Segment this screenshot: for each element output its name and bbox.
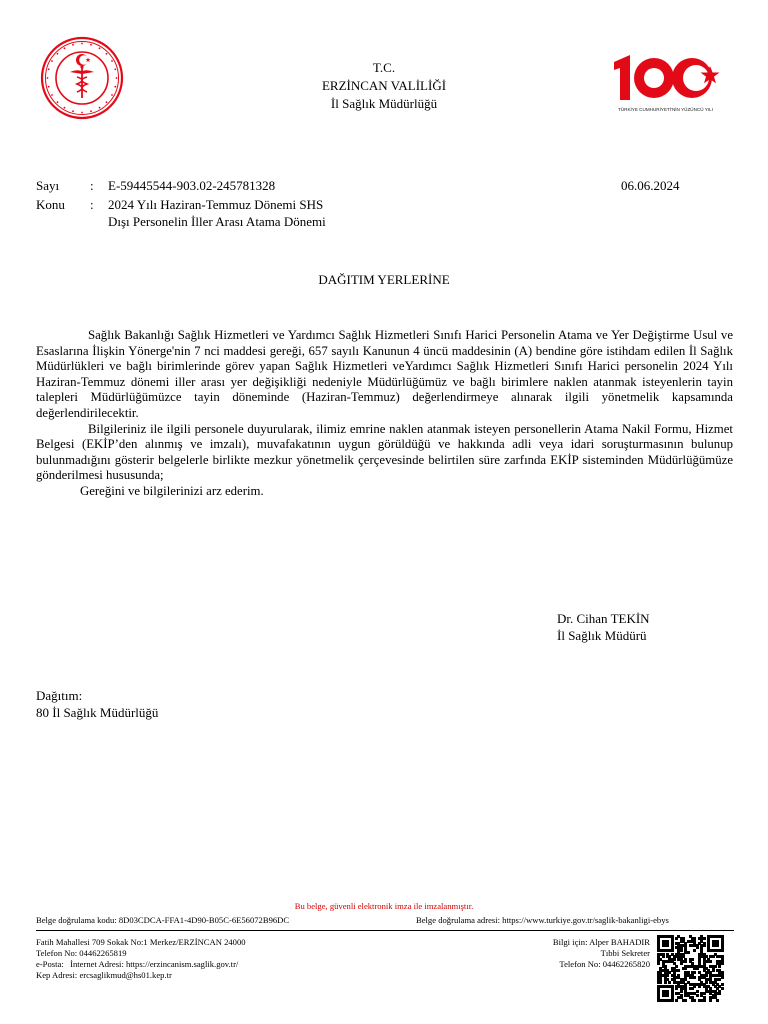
- verify-address: https://www.turkiye.gov.tr/saglik-bakanligi-ebys: [502, 915, 669, 925]
- qr-module: [684, 967, 687, 970]
- verify-code-line: [36, 915, 289, 926]
- body-paragraph-1: Sağlık Bakanlığı Sağlık Hizmetleri ve Yardımcı Sağlık Hizmetleri Sınıfı Harici Personelin Atama ve Yer Değiştirme Usul ve Esaslarına İlişkin Yönerge'nin 7 nci maddesi gereği, 657 sayılı Kanunun 4 üncü maddesinin (A) bendine göre istihdam edilen İl Sağlık Müdürlükleri ve bağlı birimlerinde görev yapan Sağlık Hizmetleri veYardımcı Sağlık Hizmetleri Sınıfı Harici personelin 2024 Yılı Haziran-Temmuz dönemi iller arası yer değişikliği nedeniyle Müdürlüğümüz ve bağlı birimlere naklen atanmak isteyenlerin tayin talepleri Müdürlüğümüzce tayin döneminde (Haziran-Temmuz) değerlendirmeye alınarak ilgili yönetmelik kapsamında değerlendirilecektir.: [36, 328, 733, 420]
- qr-module: [721, 949, 724, 952]
- sayi-label: Sayı: [36, 178, 60, 193]
- signatory-name: Dr. Cihan TEKİN: [557, 611, 650, 626]
- qr-module: [698, 985, 701, 988]
- document-date: 06.06.2024: [621, 178, 680, 193]
- qr-module: [696, 994, 699, 997]
- qr-module: [718, 992, 721, 995]
- centennial-100-logo-icon: [610, 52, 730, 118]
- signatory-title: İl Sağlık Müdürü: [557, 628, 647, 643]
- distribution-item: 80 İl Sağlık Müdürlüğü: [36, 705, 159, 720]
- body-paragraph-2: Bilgileriniz ile ilgili personele duyurularak, ilimiz emrine naklen atanmak isteyen personellerin Atama Nakil Formu, Hizmet Belgesi (EKİP’den alınmış ve imzalı), muvafakatının uygun görüldüğü ve hakkında adli veya idari soruşturmasının bulunup bulunmadığını gösterir belgelerle birlikte mezkur yönetmelik çerçevesinde belirtilen süre zarfında EKİP sisteminden Müdürlüğümüze gönderilmesi hususunda;: [36, 421, 733, 483]
- qr-module: [664, 981, 667, 984]
- qr-module: [675, 937, 678, 940]
- header-tc: T.C.: [372, 60, 396, 75]
- konu-line1: 2024 Yılı Haziran-Temmuz Dönemi SHS: [108, 197, 324, 212]
- footer-address: Fatih Mahallesi 709 Sokak No:1 Merkez/ERZİNCAN 24000: [36, 937, 246, 947]
- distribution-label: Dağıtım:: [36, 688, 83, 703]
- qr-module: [709, 960, 712, 963]
- qr-module: [677, 969, 680, 972]
- qr-module: [684, 999, 687, 1002]
- konu-line2: Dışı Personelin İller Arası Atama Dönemi: [108, 214, 326, 229]
- qr-module: [657, 962, 660, 965]
- verify-address-line: [416, 915, 669, 926]
- qr-module: [659, 981, 662, 984]
- footer-contact-line: [36, 959, 238, 970]
- verify-code-label: Belge doğrulama kodu:: [36, 915, 117, 925]
- recipient-heading: DAĞITIM YERLERİNE: [318, 272, 450, 287]
- qr-module: [709, 999, 712, 1002]
- konu-colon: :: [90, 197, 94, 212]
- qr-module: [718, 965, 721, 968]
- info-title: Tıbbi Sekreter: [600, 948, 650, 958]
- footer-phone: Telefon No: 04462265819: [36, 948, 127, 958]
- body-paragraph-3: Gereğini ve bilgilerinizi arz ederim.: [80, 483, 264, 498]
- qr-module: [693, 976, 696, 979]
- centennial-caption: TÜRKİYE CUMHURİYETİ'NİN YÜZÜNCÜ YILI: [618, 107, 713, 112]
- qr-module: [693, 999, 696, 1002]
- qr-module: [671, 999, 674, 1002]
- verify-address-label: Belge doğrulama adresi:: [416, 915, 500, 925]
- verify-code: 8D03CDCA-FFA1-4D90-B05C-6E56072B96DC: [118, 915, 290, 925]
- qr-module: [668, 981, 671, 984]
- qr-module: [666, 994, 669, 997]
- qr-module: [687, 951, 690, 954]
- letter-body: [36, 328, 733, 500]
- qr-module: [675, 987, 678, 990]
- qr-module: [693, 949, 696, 952]
- qr-code-icon: [657, 935, 723, 1001]
- esign-note: Bu belge, güvenli elektronik imza ile imzalanmıştır.: [294, 901, 474, 911]
- qr-module: [716, 944, 719, 947]
- header-directorate: İl Sağlık Müdürlüğü: [330, 96, 438, 111]
- footer-divider: [36, 930, 734, 931]
- qr-module: [684, 960, 687, 963]
- footer-web: İnternet Adresi: https://erzincanism.saglik.gov.tr/: [70, 959, 239, 969]
- info-contact: Bilgi için: Alper BAHADIR: [552, 937, 650, 947]
- qr-module: [712, 955, 715, 958]
- qr-module: [696, 967, 699, 970]
- info-phone: Telefon No: 04462265820: [559, 959, 650, 969]
- footer-email: e-Posta:: [36, 959, 64, 969]
- qr-module: [675, 999, 678, 1002]
- qr-module: [703, 999, 706, 1002]
- sayi-value: E-59445544-903.02-245781328: [108, 178, 276, 193]
- qr-module: [718, 978, 721, 981]
- qr-module: [691, 987, 694, 990]
- konu-label: Konu: [36, 197, 65, 212]
- qr-module: [666, 944, 669, 947]
- qr-module: [671, 949, 674, 952]
- sayi-colon: :: [90, 178, 94, 193]
- header-governorship: ERZİNCAN VALİLİĞİ: [321, 78, 447, 93]
- footer-kep: Kep Adresi: ercsaglikmud@hs01.kep.tr: [36, 970, 172, 980]
- qr-module: [716, 999, 719, 1002]
- qr-module: [680, 962, 683, 965]
